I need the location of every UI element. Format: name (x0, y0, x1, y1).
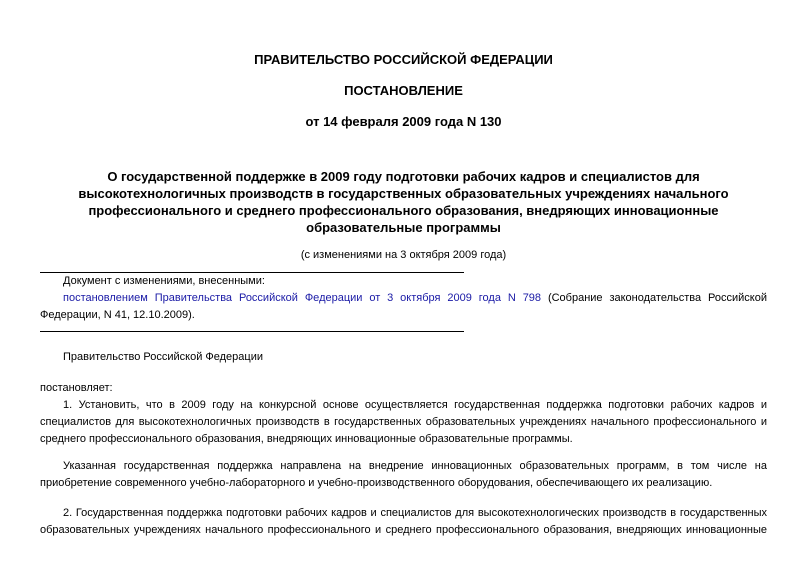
support-line: приобретение современного учебно-лабораторного и учебно-производственного оборудования, обеспечивающего их реализацию. (40, 477, 713, 489)
document-title (40, 168, 767, 236)
amending-resolution-link[interactable]: постановлением Правительства Российской Федерации от 3 октября 2009 года N 798 (63, 292, 542, 304)
title-line: О государственной поддержке в 2009 году подготовки рабочих кадров и специалистов для (107, 169, 700, 184)
revision-note: (с изменениями на 3 октября 2009 года) (300, 249, 507, 261)
document-type: ПОСТАНОВЛЕНИЕ (344, 83, 463, 98)
amendments-intro: Документ с изменениями, внесенными: (63, 275, 265, 287)
amendments-block (40, 273, 767, 324)
title-line: образовательные программы (306, 220, 501, 235)
amendments-bottom-divider (40, 331, 464, 332)
amendments-reference-line (40, 290, 767, 307)
issuer-text: Правительство Российской Федерации (63, 351, 263, 363)
clause-2-line: образовательных учреждениях начального профессионального и среднего профессионального образования, внедряющих инновационные (40, 524, 767, 536)
amendments-source: (Собрание законодательства Российской (541, 292, 767, 304)
clause-1-line: специалистов для высокотехнологичных производств в государственных образовательных учреждениях начального профессионального и (40, 416, 767, 428)
issuer-paragraph (40, 349, 767, 366)
amendments-source-cont: Федерации, N 41, 12.10.2009). (40, 309, 195, 321)
clause-2-line: 2. Государственная поддержка подготовки рабочих кадров и специалистов для высокотехнологических производств в государственных (63, 507, 767, 519)
clause-2 (40, 505, 767, 539)
document-date-number: от 14 февраля 2009 года N 130 (305, 114, 502, 129)
issuing-authority: ПРАВИТЕЛЬСТВО РОССИЙСКОЙ ФЕДЕРАЦИИ (254, 52, 553, 67)
title-line: профессионального и среднего профессионального образования, внедряющих инновационные (88, 203, 719, 218)
resolves-paragraph (40, 380, 767, 397)
support-line: Указанная государственная поддержка направлена на внедрение инновационных образовательных программ, в том числе на (63, 460, 767, 472)
clause-1-line: 1. Установить, что в 2009 году на конкурсной основе осуществляется государственная поддержка подготовки рабочих кадров и (63, 399, 767, 411)
resolves-text: постановляет: (40, 382, 113, 394)
clause-1-support-paragraph (40, 458, 767, 492)
clause-1 (40, 397, 767, 448)
title-line: высокотехнологичных производств в государственных образовательных учреждениях начального (78, 186, 729, 201)
clause-1-line: среднего профессионального образования, внедряющих инновационные образовательные программы. (40, 433, 573, 445)
